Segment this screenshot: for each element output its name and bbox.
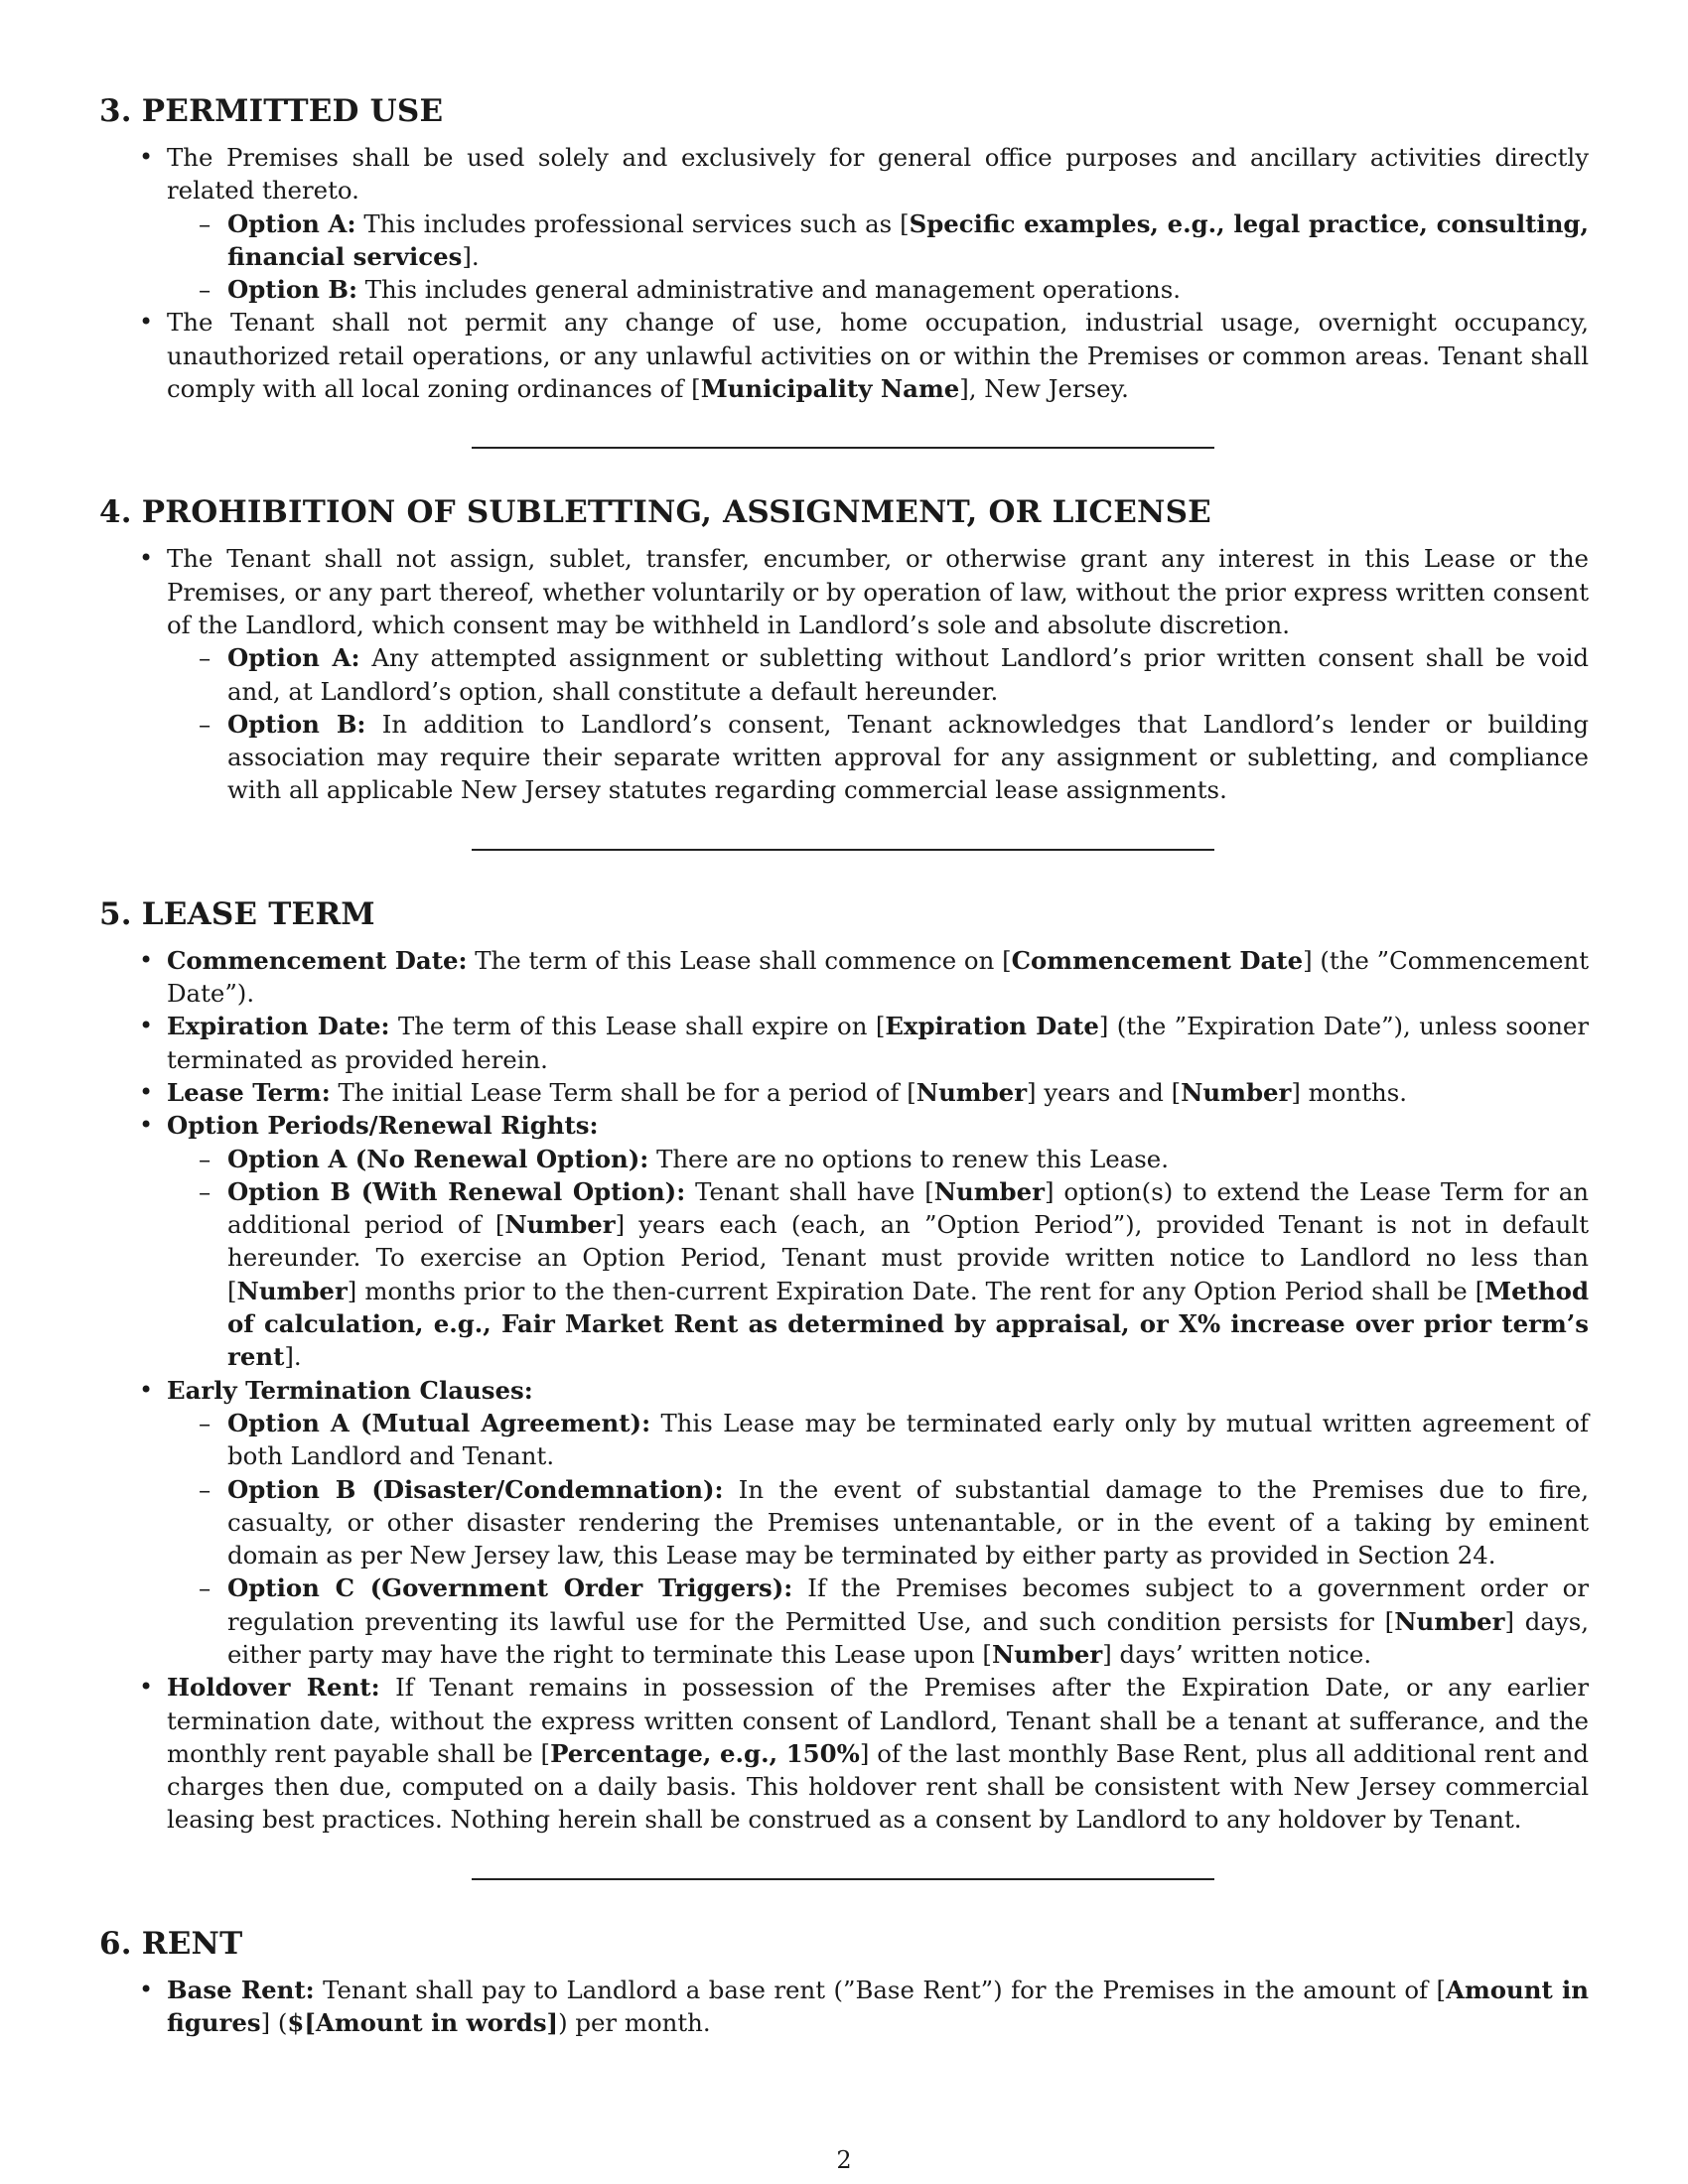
option-b: – Option B: In addition to Landlord’s consent, Tenant acknowledges that Landlord’s lender or building association may require their separate written approval for any assignment or subletting, and compliance with all applicable New Jersey statutes regarding commercial lease assignments. — [167, 708, 1589, 807]
option-label: Option A: — [227, 643, 360, 673]
placeholder-field: Amount in figures — [167, 1975, 1589, 2038]
section-number: 5. — [99, 895, 132, 932]
section-number: 4. — [99, 494, 132, 531]
placeholder-field: Number — [236, 1276, 348, 1305]
placeholder-field: Number — [1394, 1606, 1505, 1636]
sub-list — [167, 1407, 1589, 1671]
section-title: PERMITTED USE — [141, 93, 444, 129]
list-item-expiration: • Expiration Date: The term of this Lease shall expire on [Expiration Date] (the ”Expiration Date”), unless sooner terminated as provided herein. — [99, 1010, 1589, 1076]
option-label: Option B: — [227, 709, 366, 739]
section-rent — [99, 1924, 1589, 2040]
list-item-renewal — [99, 1109, 1589, 1373]
placeholder-field: $[Amount in words] — [287, 2008, 559, 2038]
placeholder-field: Number — [991, 1639, 1103, 1669]
option-label: Option A: — [227, 208, 356, 238]
item-label: Holdover Rent: — [167, 1673, 380, 1703]
section-lease-term — [99, 894, 1589, 1837]
list-item-commencement: • Commencement Date: The term of this Lease shall commence on [Commencement Date] (the ”Commencement Date”). — [99, 944, 1589, 1011]
placeholder-field: Method of calculation, e.g., Fair Market Rent as determined by appraisal, or X% increase over prior term’s rent — [227, 1276, 1589, 1372]
placeholder-field: Municipality Name — [700, 374, 960, 404]
section-divider — [472, 1878, 1214, 1880]
section-divider — [472, 447, 1214, 449]
section-heading — [99, 1924, 1589, 1964]
item-label: Base Rent: — [167, 1975, 315, 2004]
list-item: • The Premises shall be used solely and exclusively for general office purposes and ancillary activities directly related thereto. – Option A: This includes professional services such as [Specific examples, e.g., legal practice, consulting, financial services]. – Option B: This includes general administrative and management operations. — [99, 141, 1589, 306]
section-permitted-use — [99, 91, 1589, 405]
option-b: – Option B: This includes general administrative and management operations. — [167, 273, 1589, 306]
item-label: Lease Term: — [167, 1077, 331, 1107]
option-b: – Option B (Disaster/Condemnation): In the event of substantial damage to the Premises due to fire, casualty, or other disaster rendering the Premises untenantable, or in the event of a taking by eminent domain as per New Jersey law, this Lease may be terminated by either party as provided in Section 24. — [167, 1473, 1589, 1572]
placeholder-field: Number — [933, 1176, 1045, 1206]
list-item-early-termination — [99, 1374, 1589, 1672]
item-label: Expiration Date: — [167, 1012, 390, 1041]
placeholder-field: Percentage, e.g., 150% — [550, 1738, 860, 1768]
option-label: Option B: — [227, 275, 357, 305]
page-number: 2 — [836, 2146, 852, 2174]
list-item-lease-term: • Lease Term: The initial Lease Term shall be for a period of [Number] years and [Number] months. — [99, 1076, 1589, 1109]
section-heading — [99, 91, 1589, 131]
list-item-base-rent: • Base Rent: Tenant shall pay to Landlord a base rent (”Base Rent”) for the Premises in the amount of [Amount in figures] ($[Amount in words]) per month. — [99, 1974, 1589, 2040]
list-item: • The Tenant shall not assign, sublet, transfer, encumber, or otherwise grant any interest in this Lease or the Premises, or any part thereof, whether voluntarily or by operation of law, without the prior express written consent of the Landlord, which consent may be withheld in Landlord’s sole and absolute discretion. – Option A: Any attempted assignment or subletting without Landlord’s prior written consent shall be void and, at Landlord’s option, shall constitute a default hereunder. – Option B: In addition to Landlord’s consent, Tenant acknowledges that Landlord’s lender or building association may require their separate written approval for any assignment or subletting, and compliance with all applicable New Jersey statutes regarding commercial lease assignments. — [99, 542, 1589, 806]
section-heading — [99, 492, 1589, 532]
section-number: 6. — [99, 1925, 132, 1962]
item-label: Early Termination Clauses: — [167, 1375, 533, 1405]
sub-list — [167, 207, 1589, 307]
list-item-holdover: • Holdover Rent: If Tenant remains in possession of the Premises after the Expiration Date, or any earlier termination date, without the express written consent of Landlord, Tenant shall be a tenant at sufferance, and the monthly rent payable shall be [Percentage, e.g., 150%] of the last monthly Base Rent, plus all additional rent and charges then due, computed on a daily basis. This holdover rent shall be consistent with New Jersey commercial leasing best practices. Nothing herein shall be construed as a consent by Landlord to any holdover by Tenant. — [99, 1671, 1589, 1836]
option-c: – Option C (Government Order Triggers): If the Premises becomes subject to a government order or regulation preventing its lawful use for the Permitted Use, and such condition persists for [Number] days, either party may have the right to terminate this Lease upon [Number] days’ written notice. — [167, 1571, 1589, 1671]
option-label: Option C (Government Order Triggers): — [227, 1573, 793, 1603]
bullet-list — [99, 141, 1589, 405]
section-subletting — [99, 492, 1589, 806]
section-title: RENT — [141, 1925, 243, 1962]
option-label: Option A (No Renewal Option): — [227, 1144, 649, 1173]
option-a: – Option A (Mutual Agreement): This Lease may be terminated early only by mutual written agreement of both Landlord and Tenant. — [167, 1407, 1589, 1473]
option-a: – Option A: Any attempted assignment or subletting without Landlord’s prior written consent shall be void and, at Landlord’s option, shall constitute a default hereunder. — [167, 641, 1589, 708]
placeholder-field: Specific examples, e.g., legal practice, consulting, financial services — [227, 208, 1589, 271]
item-label: Option Periods/Renewal Rights: — [167, 1111, 599, 1141]
option-label: Option B (Disaster/Condemnation): — [227, 1474, 724, 1504]
item-label: Commencement Date: — [167, 945, 468, 975]
placeholder-field: Number — [504, 1210, 616, 1240]
section-title: PROHIBITION OF SUBLETTING, ASSIGNMENT, OR LICENSE — [141, 494, 1212, 531]
placeholder-field: Number — [1181, 1077, 1292, 1107]
sub-list — [167, 641, 1589, 806]
option-a: – Option A: This includes professional services such as [Specific examples, e.g., legal practice, consulting, financial services]. — [167, 207, 1589, 274]
sub-list — [167, 1143, 1589, 1374]
bullet-list — [99, 1974, 1589, 2040]
section-title: LEASE TERM — [141, 895, 375, 932]
placeholder-field: Commencement Date — [1011, 945, 1304, 975]
bullet-list — [99, 542, 1589, 806]
section-number: 3. — [99, 93, 132, 129]
list-item: • The Tenant shall not permit any change of use, home occupation, industrial usage, overnight occupancy, unauthorized retail operations, or any unlawful activities on or within the Premises or common areas. Tenant shall comply with all local zoning ordinances of [Municipality Name], New Jersey. — [99, 306, 1589, 405]
option-a: – Option A (No Renewal Option): There are no options to renew this Lease. — [167, 1143, 1589, 1175]
section-heading — [99, 894, 1589, 934]
option-label: Option A (Mutual Agreement): — [227, 1408, 651, 1437]
option-b: – Option B (With Renewal Option): Tenant shall have [Number] option(s) to extend the Lease Term for an additional period of [Number] years each (each, an ”Option Period”), provided Tenant is not in default hereunder. To exercise an Option Period, Tenant must provide written notice to Landlord no less than [Number] months prior to the then-current Expiration Date. The rent for any Option Period shall be [Method of calculation, e.g., Fair Market Rent as determined by appraisal, or X% increase over prior term’s rent]. — [167, 1175, 1589, 1374]
placeholder-field: Expiration Date — [885, 1012, 1099, 1041]
document-page — [99, 91, 1589, 2039]
section-divider — [472, 849, 1214, 851]
placeholder-field: Number — [915, 1077, 1028, 1107]
bullet-list — [99, 944, 1589, 1837]
option-label: Option B (With Renewal Option): — [227, 1176, 686, 1206]
